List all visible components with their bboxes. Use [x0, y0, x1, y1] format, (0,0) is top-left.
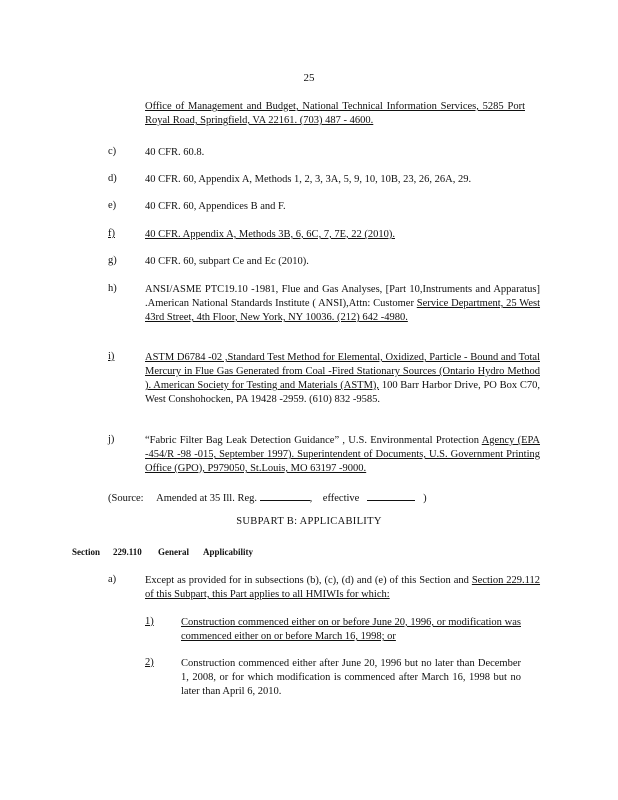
item-label: e) — [108, 200, 117, 211]
item-text-plain: “Fabric Filter Bag Leak Detection Guidance” , U.S. Environmental Protection — [145, 435, 480, 446]
source-note: (Source: Amended at 35 Ill. Reg. , effective ) — [108, 490, 427, 504]
page-number: 25 — [303, 72, 315, 84]
effective-blank — [367, 490, 415, 501]
item-text: 40 CFR. 60, Appendix A, Methods 1, 2, 3, 3A, 5, 9, 10, 10B, 23, 26, 26A, 29. — [145, 174, 472, 185]
item-label: f) — [108, 228, 115, 239]
item-text — [145, 283, 540, 325]
item-text-underlined: Agency (EPA -454/R -98 -015, September 1997). Superintendent of Documents, U.S. Government Printing Office (GPO), P979050, St.Louis, MO 63197 -9000. — [145, 435, 540, 474]
item-text-plain: Except as provided for in subsections (b), (c), (d) and (e) of this Section and — [145, 575, 469, 586]
item-label: g) — [108, 255, 117, 266]
section-number: 229.110 — [113, 547, 142, 557]
source-amended: Amended at 35 Ill. Reg. — [156, 493, 258, 504]
sub-text: Construction commenced either on or before June 20, 1996, or modification was commenced either on or before March 16, 1998; or — [181, 617, 521, 642]
section-word: Section — [72, 547, 100, 557]
section-title-applicability: Applicability — [203, 547, 254, 557]
item-text-underlined: ASTM D6784 -02 ,Standard Test Method for Elemental, Oxidized, Particle - Bound and Total Mercury in Flue Gas Generated from Coal -Fired Stationary Sources (Ontario Hydro Method ). American Society for Testing and Materials (ASTM), — [145, 352, 540, 391]
sub-label: 1) — [145, 616, 154, 627]
item-text-plain: ANSI/ASME PTC19.10 -1981, Flue and Gas Analyses, [Part 10,Instruments and Apparatus] .American National Standards Institute ( ANSI),Attn: Customer — [145, 284, 540, 309]
item-label: c) — [108, 146, 117, 157]
source-close: ) — [423, 493, 427, 504]
sub-text: Construction commenced either after June 20, 1996 but no later than December 1, 2008, or for which modification is commenced after March 16, 1998 but no later than April 6, 2010. — [181, 658, 521, 697]
register-blank — [260, 490, 310, 501]
source-effective: effective — [322, 493, 360, 504]
item-text-underlined: Section 229.112 of this Subpart, this Part applies to all HMIWIs for which: — [145, 575, 541, 600]
item-text: 40 CFR. Appendix A, Methods 3B, 6, 6C, 7, 7E, 22 (2010). — [145, 229, 395, 240]
item-text-underlined: Service Department, 25 West 43rd Street, 4th Floor, New York, NY 10036. (212) 642 -4980. — [145, 298, 541, 323]
item-label: d) — [108, 173, 117, 184]
item-label: i) — [108, 351, 115, 362]
continuation-text: Office of Management and Budget, National Technical Information Services, 5285 Port Royal Road, Springfield, VA 22161. (703) 487 - 4600. — [145, 101, 525, 126]
item-text — [145, 351, 540, 407]
item-text — [145, 434, 540, 476]
item-label: a) — [108, 574, 117, 585]
item-text: 40 CFR. 60, subpart Ce and Ec (2010). — [145, 256, 309, 267]
item-text-plain: 100 Barr Harbor Drive, PO Box C70, West Conshohocken, PA 19428 -2959. (610) 832 -9585. — [145, 380, 541, 405]
subpart-heading: SUBPART B: APPLICABILITY — [236, 516, 382, 527]
sub-label: 2) — [145, 657, 154, 668]
item-label: h) — [108, 283, 117, 294]
item-text: 40 CFR. 60.8. — [145, 147, 205, 158]
item-text — [145, 574, 540, 602]
source-prefix: (Source: — [108, 493, 144, 504]
item-label: j) — [108, 434, 115, 445]
item-text: 40 CFR. 60, Appendices B and F. — [145, 201, 286, 212]
section-title-general: General — [158, 547, 189, 557]
